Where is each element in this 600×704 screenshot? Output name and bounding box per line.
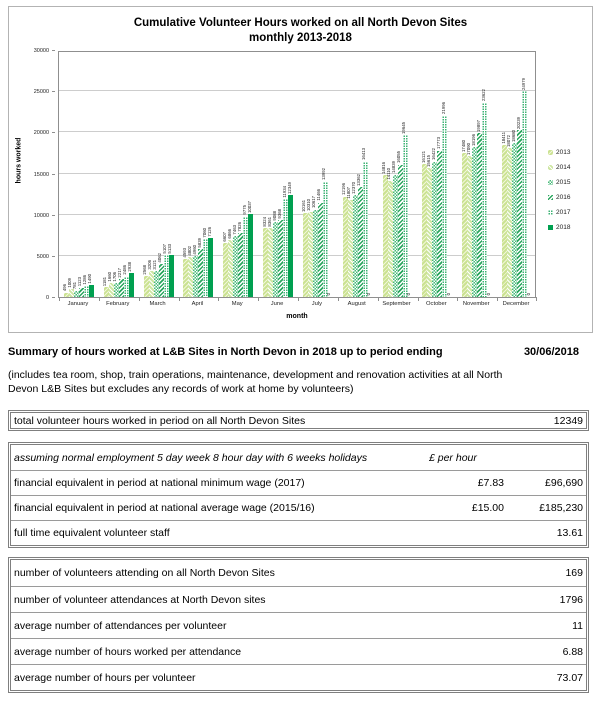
legend-label-2015: 2015 <box>556 179 571 186</box>
legend-marker-2018 <box>548 225 553 230</box>
bar-label-2017-april: 7060 <box>201 227 207 238</box>
bar-label-2013-october: 16121 <box>420 150 426 163</box>
bar-2018-january <box>89 285 94 297</box>
bar-group-january <box>59 52 99 297</box>
y-tick-label: 5000 <box>36 253 49 260</box>
row-label: number of volunteers attending on all North Devon Sites <box>14 567 275 580</box>
y-tick-mark <box>52 174 55 175</box>
bar-label-2017-february: 2486 <box>122 265 128 276</box>
y-tick-label: 20000 <box>33 130 49 137</box>
bar-group-december <box>497 52 537 297</box>
summary-heading-row <box>8 346 589 358</box>
total-hours-table-body <box>10 412 587 429</box>
legend-label-2018: 2018 <box>556 224 571 231</box>
bar-label-2018-june: 12349 <box>286 181 292 194</box>
y-tick-label: 15000 <box>33 171 49 178</box>
legend-marker-2016 <box>548 195 553 200</box>
bar-2017-november <box>482 103 487 297</box>
table-row <box>11 445 586 470</box>
bar-label-2016-march: 4062 <box>157 252 163 263</box>
bar-label-2015-september: 14839 <box>391 161 397 174</box>
bar-label-2014-june: 8361 <box>266 217 272 227</box>
table-row <box>11 638 586 664</box>
row-value: 169 <box>565 567 583 580</box>
bar-label-2017-may: 9775 <box>241 205 247 216</box>
total-hours-table <box>8 410 589 431</box>
bar-2018-may <box>248 214 253 297</box>
bar-label-2015-october: 16422 <box>430 148 436 161</box>
y-axis-title: hours worked <box>15 137 23 184</box>
plot-area <box>58 51 536 298</box>
bar-label-2015-february: 1706 <box>112 271 118 282</box>
bar-label-2016-may: 7826 <box>236 221 242 232</box>
bar-label-2015-august: 12370 <box>351 181 357 194</box>
x-label-april: April <box>191 301 204 307</box>
bar-label-2018-march: 5133 <box>167 243 173 254</box>
bar-label-2015-june: 9088 <box>271 211 277 221</box>
bar-label-2015-january: 781 <box>72 281 78 290</box>
bar-label-2017-july: 13992 <box>321 168 327 181</box>
x-axis-title: month <box>286 313 308 320</box>
legend-entry-2015 <box>548 175 570 190</box>
row-label: total volunteer hours worked in period on all North Devon Sites <box>14 414 306 427</box>
x-tick <box>536 297 537 301</box>
summary-note: (includes tea room, shop, train operations, maintenance, development and renovation activities at all North Devon L&B Sites but excludes any records of work at home by volunteers) <box>8 369 503 396</box>
bar-2017-august <box>363 162 368 297</box>
row-value: 13.61 <box>556 527 583 540</box>
legend-entry-2014 <box>548 160 570 175</box>
legend-entry-2018 <box>548 220 570 235</box>
y-tick-mark <box>52 256 55 257</box>
legend-marker-2013 <box>548 150 553 155</box>
y-tick-label: 10000 <box>33 212 49 219</box>
bar-label-2013-august: 12196 <box>341 183 347 196</box>
row-value: 1796 <box>559 593 583 606</box>
financial-equivalent-table <box>8 442 589 548</box>
bar-label-2017-december: 24979 <box>520 77 526 90</box>
bar-2017-july <box>323 182 328 297</box>
chart-title <box>9 16 592 46</box>
bar-2017-september <box>403 135 408 297</box>
legend-entry-2017 <box>548 205 570 220</box>
bar-label-2013-march: 2568 <box>142 264 148 275</box>
row-label: financial equivalent in period at national minimum wage (2017) <box>14 477 305 490</box>
volunteer-stats-table-body <box>10 559 587 691</box>
bar-2017-december <box>522 91 527 297</box>
bar-2018-march <box>169 255 174 297</box>
x-label-november: November <box>462 301 490 307</box>
bar-label-2014-september: 14110 <box>386 167 392 180</box>
row-label: assuming normal employment 5 day week 8 hour day with 6 weeks holidays <box>14 451 368 464</box>
bar-label-2014-december: 18072 <box>505 134 511 147</box>
table-row <box>11 520 586 545</box>
y-tick-mark <box>52 297 55 298</box>
bar-label-2016-november: 19897 <box>475 119 481 132</box>
bar-label-2014-april: 4802 <box>186 246 192 256</box>
y-tick-mark <box>52 91 55 92</box>
bar-group-june <box>258 52 298 297</box>
bar-label-2016-august: 13362 <box>356 173 362 186</box>
bar-label-2015-november: 18196 <box>470 133 476 146</box>
row-value: £96,690 <box>545 477 583 490</box>
bar-label-2018-february: 2938 <box>127 261 133 272</box>
bar-2017-october <box>442 116 447 297</box>
row-value: 12349 <box>553 414 583 427</box>
x-label-july: July <box>311 301 323 307</box>
x-label-december: December <box>502 301 530 307</box>
legend-marker-2017 <box>548 210 553 215</box>
bar-label-2013-april: 4593 <box>181 248 187 258</box>
bar-label-2016-september: 16055 <box>396 151 402 164</box>
row-value: £185,230 <box>539 502 583 515</box>
bar-label-2018-october: 0 <box>445 293 451 296</box>
chart-legend <box>548 145 570 235</box>
bar-label-2015-april: 4960 <box>191 245 197 255</box>
bar-label-2014-january: 1009 <box>67 277 73 288</box>
bar-label-2015-may: 7463 <box>231 224 237 235</box>
bar-label-2018-april: 7126 <box>206 227 212 237</box>
x-label-september: September <box>382 301 411 307</box>
row-value: 6.88 <box>562 645 583 658</box>
bar-label-2016-january: 1123 <box>77 277 83 287</box>
bar-group-may <box>218 52 258 297</box>
legend-label-2013: 2013 <box>556 149 571 156</box>
bar-group-october <box>418 52 458 297</box>
chart-title-line1: Cumulative Volunteer Hours worked on all North Devon Sites <box>133 17 468 29</box>
table-row <box>11 470 586 495</box>
row-label: average number of hours per volunteer <box>14 671 196 684</box>
legend-label-2014: 2014 <box>556 164 571 171</box>
bar-2018-june <box>288 195 293 297</box>
row-label: financial equivalent in period at national average wage (2015/16) <box>14 502 315 515</box>
legend-entry-2016 <box>548 190 570 205</box>
bar-label-2014-october: 15615 <box>425 154 431 167</box>
bar-label-2013-may: 6607 <box>221 231 227 242</box>
table-row <box>11 612 586 638</box>
y-tick-mark <box>52 50 55 51</box>
bar-label-2017-march: 5107 <box>162 243 168 254</box>
bar-label-2018-august: 0 <box>366 293 372 296</box>
bar-label-2014-july: 10310 <box>306 198 312 211</box>
row-label: average number of hours worked per attendance <box>14 645 242 658</box>
row-value: 11 <box>572 619 583 632</box>
bar-label-2013-november: 17480 <box>460 139 466 152</box>
period-ending-date: 30/06/2018 <box>523 346 579 358</box>
bar-label-2018-november: 0 <box>485 293 491 296</box>
table-row <box>11 413 586 428</box>
legend-label-2017: 2017 <box>556 209 571 216</box>
bar-label-2018-december: 0 <box>525 293 531 296</box>
x-label-october: October <box>426 301 447 307</box>
x-label-june: June <box>270 301 284 307</box>
bar-label-2016-december: 20239 <box>515 116 521 129</box>
bar-label-2013-june: 8324 <box>261 217 267 227</box>
x-axis-labels <box>58 301 536 307</box>
chart-title-line2: monthly 2013-2018 <box>249 31 352 44</box>
legend-marker-2015 <box>548 180 553 185</box>
bar-group-february <box>99 52 139 297</box>
x-label-august: August <box>347 301 366 307</box>
bar-label-2016-february: 2217 <box>117 267 123 278</box>
chart-panel <box>8 6 593 333</box>
bar-group-september <box>378 52 418 297</box>
bar-label-2018-september: 0 <box>406 293 412 296</box>
bar-label-2016-october: 17773 <box>435 137 441 150</box>
y-tick-label: 30000 <box>33 48 49 54</box>
bar-label-2016-april: 5839 <box>196 237 202 248</box>
bar-group-april <box>179 52 219 297</box>
bar-label-2015-march: 3121 <box>152 260 158 270</box>
row-label: full time equivalent volunteer staff <box>14 527 170 540</box>
bar-2018-february <box>129 273 134 297</box>
bar-label-2017-november: 23622 <box>480 89 486 102</box>
table-row <box>11 495 586 520</box>
bar-group-july <box>298 52 338 297</box>
bar-label-2014-february: 1660 <box>107 272 113 282</box>
legend-marker-2014 <box>548 165 553 170</box>
table-row <box>11 664 586 690</box>
bar-label-2013-july: 10161 <box>301 199 307 212</box>
x-label-january: January <box>67 301 89 307</box>
bar-label-2013-january: 496 <box>62 284 68 292</box>
financial-equivalent-table-body <box>10 444 587 546</box>
bar-label-2013-february: 1181 <box>102 276 108 286</box>
bar-label-2017-january: 1286 <box>82 275 88 285</box>
row-mid-value: £ per hour <box>429 451 477 464</box>
summary-heading: Summary of hours worked at L&B Sites in North Devon in 2018 up to period ending <box>8 346 443 358</box>
bar-2018-april <box>208 238 213 297</box>
y-tick-mark <box>52 215 55 216</box>
table-row <box>11 586 586 612</box>
bar-label-2018-january: 1490 <box>87 273 93 284</box>
bar-label-2014-november: 17090 <box>465 142 471 155</box>
bar-label-2018-may: 10037 <box>246 200 252 213</box>
table-row <box>11 560 586 586</box>
row-mid-value: £15.00 <box>471 502 504 515</box>
row-label: number of volunteer attendances at North Devon sites <box>14 593 266 606</box>
bar-label-2013-december: 18411 <box>500 132 506 144</box>
summary-section <box>8 346 589 693</box>
y-tick-label: 25000 <box>33 89 49 96</box>
bar-label-2014-march: 3206 <box>147 259 153 270</box>
x-label-may: May <box>231 301 243 307</box>
x-label-february: February <box>106 301 130 307</box>
legend-label-2016: 2016 <box>556 194 571 201</box>
row-value: 73.07 <box>556 671 583 684</box>
volunteer-stats-table <box>8 557 589 693</box>
bar-label-2017-september: 19645 <box>401 121 407 134</box>
bar-label-2016-july: 11466 <box>316 189 322 202</box>
bar-label-2017-june: 11934 <box>281 185 287 198</box>
bar-group-november <box>457 52 497 297</box>
bar-label-2013-september: 14816 <box>381 161 387 174</box>
bar-group-march <box>139 52 179 297</box>
bar-label-2014-august: 11807 <box>346 186 352 199</box>
y-tick-mark <box>52 132 55 133</box>
legend-entry-2013 <box>548 145 570 160</box>
bar-label-2014-may: 6866 <box>226 229 232 239</box>
bar-label-2018-july: 0 <box>326 293 332 296</box>
bar-group-august <box>338 52 378 297</box>
bar-label-2017-october: 21996 <box>440 102 446 115</box>
bar-label-2015-july: 10617 <box>311 196 317 209</box>
x-label-march: March <box>149 301 166 307</box>
bar-label-2016-june: 9368 <box>276 208 282 219</box>
row-mid-value: £7.83 <box>477 477 504 490</box>
bar-label-2017-august: 16413 <box>361 148 367 161</box>
bar-label-2015-december: 18680 <box>510 129 516 142</box>
y-tick-label: 0 <box>45 295 49 301</box>
row-label: average number of attendances per volunteer <box>14 619 227 632</box>
